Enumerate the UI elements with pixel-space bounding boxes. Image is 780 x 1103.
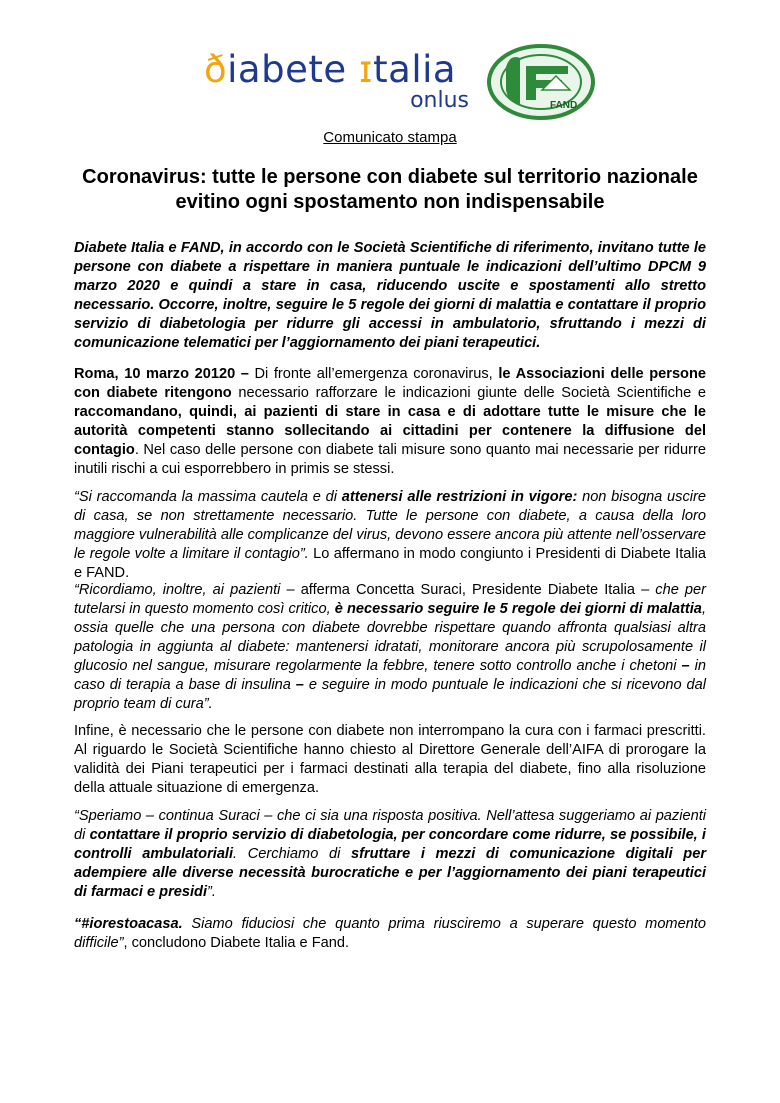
- dash-span: –: [295, 677, 304, 693]
- text-span: “Ricordiamo, inoltre, ai pazienti: [74, 582, 281, 598]
- bold-span: le Associazioni delle persone con diabete ritengono: [74, 366, 707, 401]
- logo-onlus: onlus: [410, 88, 469, 113]
- bold-span: attenersi alle restrizioni in vigore:: [341, 489, 578, 505]
- text-span: Lo affermano in modo congiunto i Presidenti di Diabete Italia e FAND.: [74, 546, 706, 581]
- paragraph-infine: Infine, è necessario che le persone con diabete non interrompano la cura con i farmaci prescritti. Al riguardo le Società Scientifiche hanno chiesto al Direttore Generale dell’AIFA di prorogare la validità dei Piani terapeutici per i farmaci destinati alla terapia del diabete, fino alla risoluzione della attuale situazione di emergenza.: [74, 723, 706, 796]
- text-span: Di fronte all’emergenza coronavirus,: [248, 366, 499, 382]
- bold-span: è necessario seguire le 5 regole dei giorni di malattia: [334, 601, 702, 617]
- text-span: in caso di terapia a base di insulina: [74, 658, 706, 693]
- text-span: . Cerchiamo di: [233, 846, 351, 862]
- diabete-italia-logo: [204, 50, 469, 122]
- document-label: Comunicato stampa: [323, 129, 457, 146]
- text-span: ”.: [207, 884, 216, 900]
- quote-paragraph-3: [74, 807, 706, 902]
- text-span: , concludono Diabete Italia e Fand.: [123, 935, 350, 951]
- paragraph-roma: [74, 365, 706, 479]
- text-span: , ossia quelle che una persona con diabete dovrebbe rispettare quando affronta qualsiasi altra patologia in aggiunta al diabete: mantenersi idratati, monitorare ancora più scrupolosamente il glucosio nel sangue, misurare regolarmente la febbre, tenere sotto controllo anche i chetoni: [74, 601, 706, 674]
- text-span: “Si raccomanda la massima cautela e di: [74, 489, 342, 505]
- logo-text-talia: talia: [373, 48, 457, 91]
- dash-span: –: [681, 658, 690, 674]
- hashtag: “#iorestoacasa.: [74, 916, 183, 932]
- page-title: Coronavirus: tutte le persone con diabete sul territorio nazionale evitino ogni spostamento non indispensabile: [82, 166, 698, 213]
- intro-paragraph: Diabete Italia e FAND, in accordo con le Società Scientifiche di riferimento, invitano tutte le persone con diabete a rispettare in maniera puntuale le indicazioni dell’ultimo DPCM 9 marzo 2020 e quindi a stare in casa, riducendo uscite e spostamenti allo stretto necessario. Occorre, inoltre, seguire le 5 regole dei giorni di malattia e contattare il proprio servizio di diabetologia per ridurre gli accessi in ambulatorio, sfruttando i mezzi di comunicazione telematici per l’aggiornamento dei piani terapeutici.: [74, 240, 706, 351]
- quote-paragraph-1: [74, 488, 706, 583]
- logo-text-iabete: iabete: [227, 48, 359, 91]
- text-span: necessario rafforzare le indicazioni giunte delle Società Scientifiche e: [231, 385, 706, 401]
- text-span: e seguire in modo puntuale le indicazioni che si ricevono dal proprio team di cura”.: [74, 677, 706, 712]
- closing-paragraph: [74, 915, 706, 953]
- logo-letter-d: ð: [204, 48, 228, 91]
- text-span: Siamo fiduciosi che quanto prima riusciremo a superare questo momento difficile”: [74, 916, 706, 951]
- text-span: che per tutelarsi in questo momento così critico,: [74, 582, 706, 617]
- text-span: . Nel caso delle persone con diabete tali misure sono quanto mai necessarie per ridurre inutili rischi a cui esporrebbero in primis se stessi.: [74, 442, 706, 477]
- logo-wordmark: [204, 50, 469, 90]
- text-span: “Speriamo – continua Suraci – che ci sia una risposta positiva. Nell’attesa suggeriamo ai pazienti di: [74, 808, 706, 843]
- fand-logo-text: FAND: [550, 100, 578, 111]
- dateline: Roma, 10 marzo 20120 –: [74, 366, 249, 382]
- quote-paragraph-2: [74, 581, 706, 714]
- logo-letter-i: ɪ: [358, 48, 374, 91]
- bold-span: raccomandano, quindi, ai pazienti di stare in casa e di adottare tutte le misure che le autorità competenti stanno sollecitando ai cittadini per contenere la diffusione del contagio: [74, 404, 706, 458]
- fand-logo: [486, 42, 596, 122]
- text-span: – afferma Concetta Suraci, Presidente Diabete Italia –: [280, 582, 656, 598]
- bold-span: sfruttare i mezzi di comunicazione digitali per adempiere alle diverse necessità burocratiche e per l’aggiornamento dei piani terapeutici di farmaci e presidi: [74, 846, 707, 900]
- bold-span: contattare il proprio servizio di diabetologia, per concordare come ridurre, se possibile, i controlli ambulatoriali: [74, 827, 706, 862]
- text-span: non bisogna uscire di casa, se non strettamente necessario. Tutte le persone con diabete, a causa della loro maggiore vulnerabilità alle complicanze del virus, devono essere ancora più attente nell’osservare le regole volte a limitare il contagio”.: [74, 489, 706, 562]
- header: [0, 42, 780, 122]
